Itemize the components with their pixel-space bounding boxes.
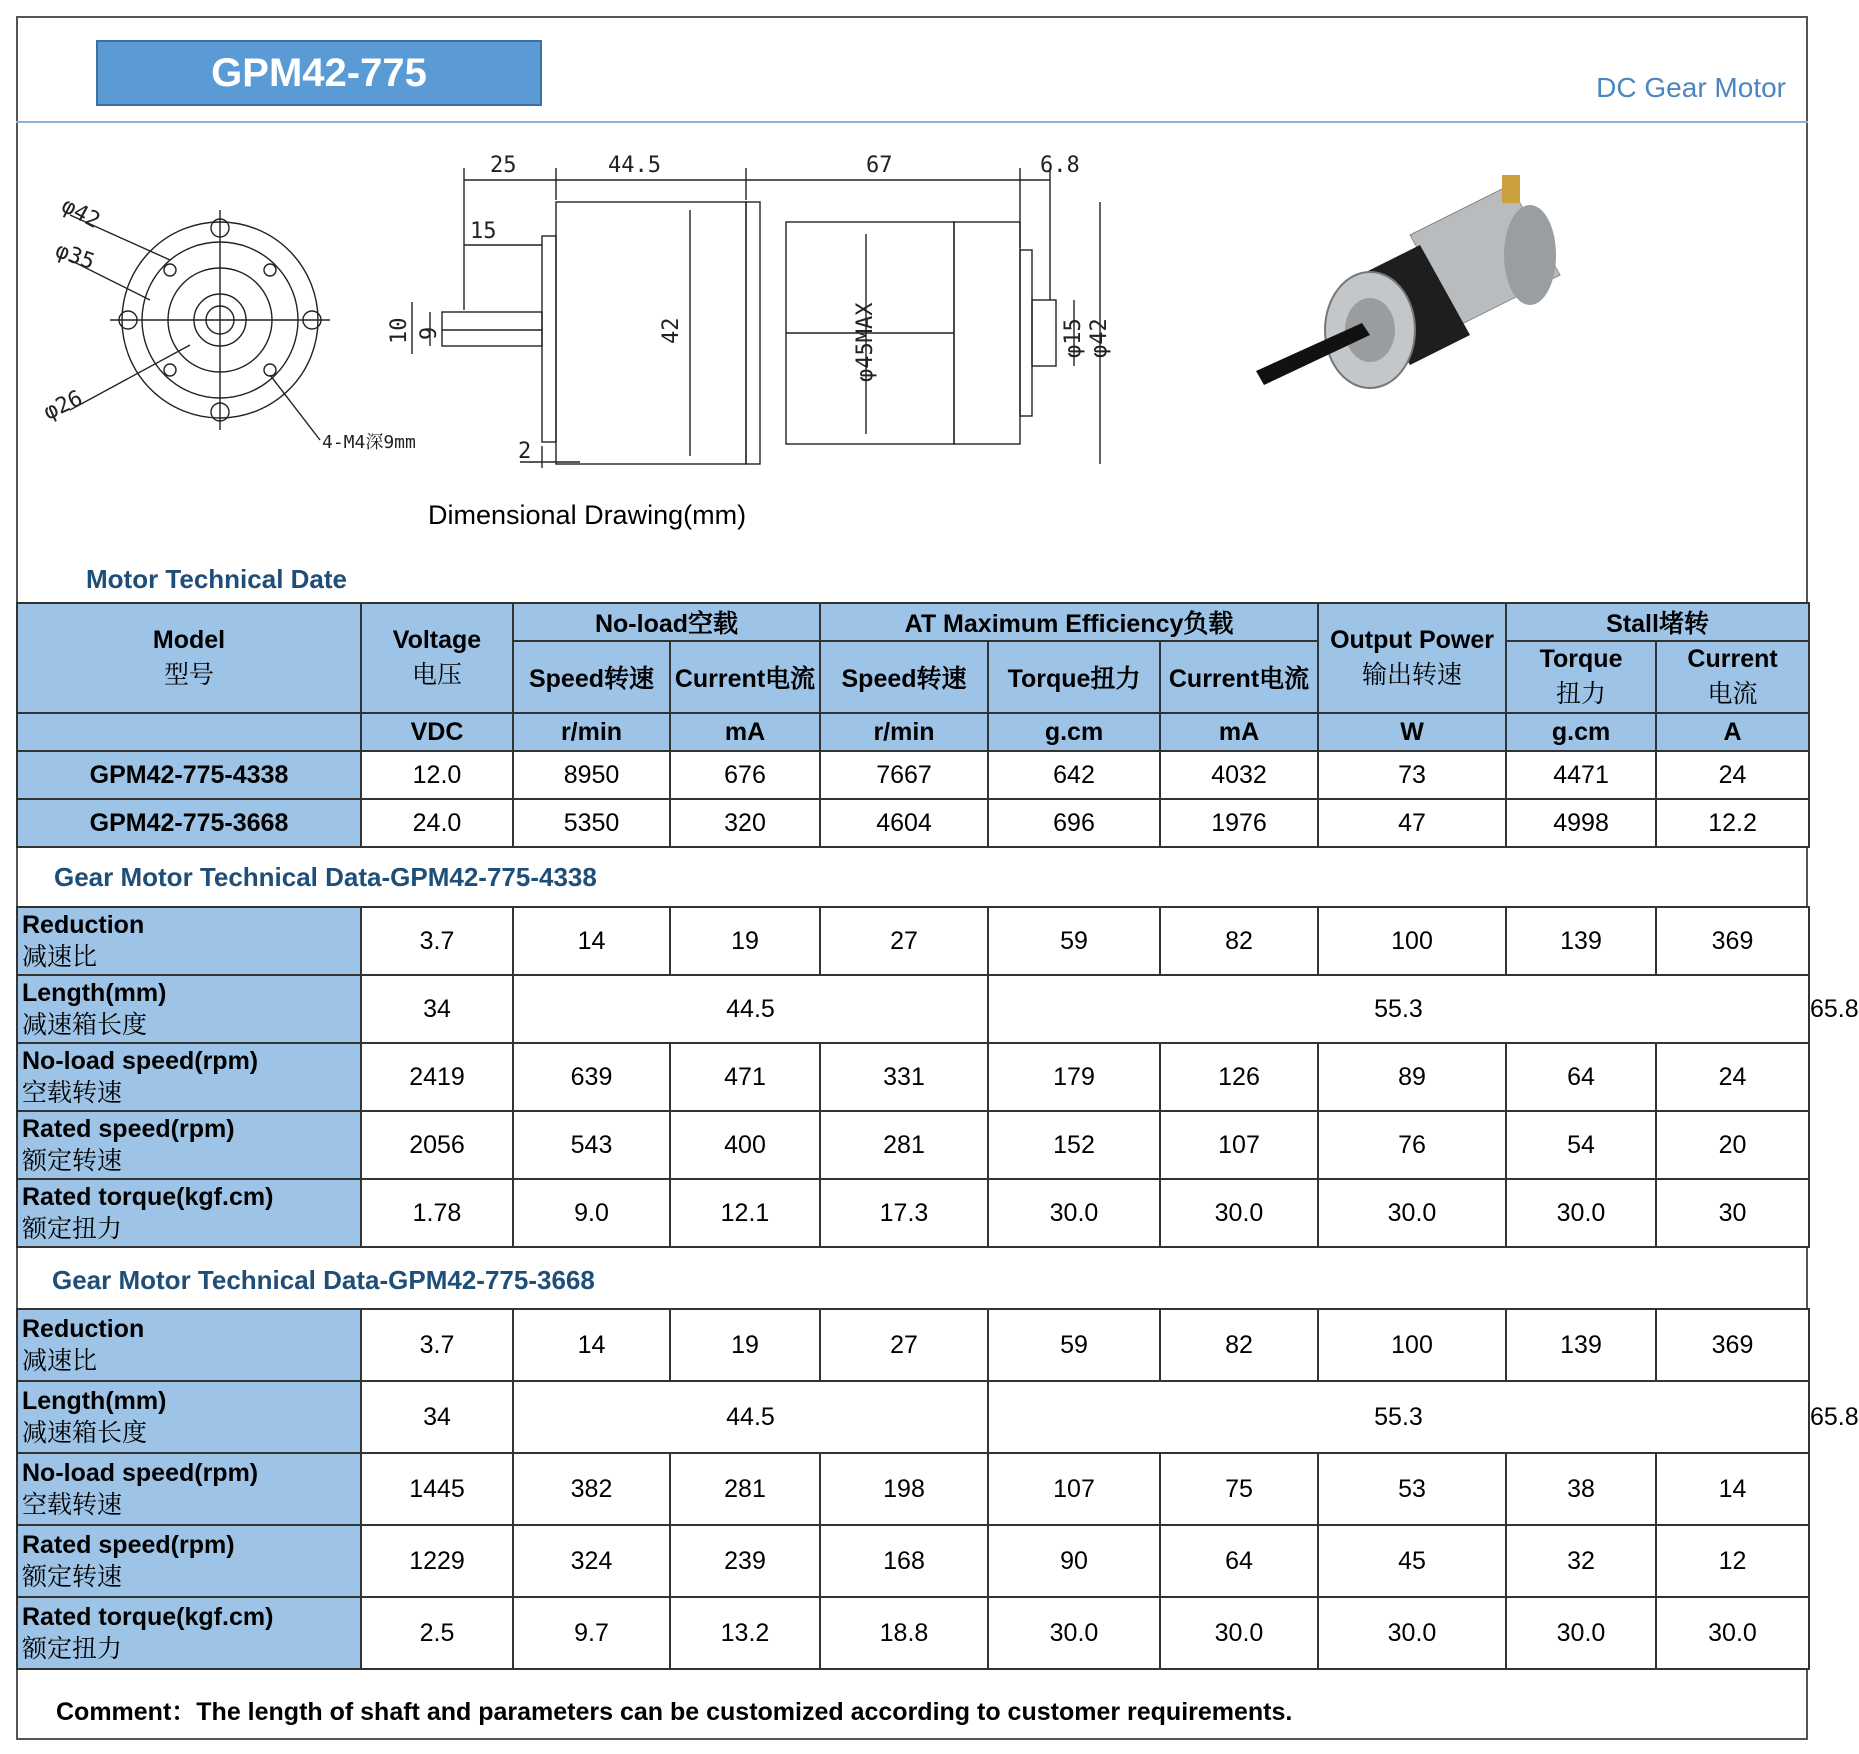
value-cell: 34 bbox=[361, 1381, 513, 1453]
value-cell: 281 bbox=[670, 1453, 820, 1525]
value-cell: 3.7 bbox=[361, 1309, 513, 1381]
value-cell: 12.2 bbox=[1656, 799, 1809, 847]
table-row bbox=[17, 1043, 1809, 1111]
unit: mA bbox=[1160, 713, 1318, 751]
dim-motor-length: 67 bbox=[866, 153, 893, 178]
value-cell: 4998 bbox=[1506, 799, 1656, 847]
motor-technical-table bbox=[16, 602, 1810, 848]
units-spacer bbox=[17, 713, 361, 751]
value-cell: 5350 bbox=[513, 799, 670, 847]
value-cell: 30.0 bbox=[1656, 1597, 1809, 1669]
table-row bbox=[17, 1111, 1809, 1179]
value-cell: 20 bbox=[1656, 1111, 1809, 1179]
table-row bbox=[17, 1309, 1809, 1381]
value-cell: 642 bbox=[988, 751, 1160, 799]
comment-note: Comment：The length of shaft and parameters can be customized according to customer requirements. bbox=[56, 1698, 1293, 1726]
value-cell: 543 bbox=[513, 1111, 670, 1179]
value-cell: 369 bbox=[1656, 907, 1809, 975]
col-mx-current: Current电流 bbox=[1160, 641, 1318, 713]
value-cell: 47 bbox=[1318, 799, 1506, 847]
product-subtitle: DC Gear Motor bbox=[1596, 72, 1786, 103]
value-cell: 9.0 bbox=[513, 1179, 670, 1247]
value-cell: 139 bbox=[1506, 907, 1656, 975]
unit: VDC bbox=[361, 713, 513, 751]
table-row bbox=[17, 1525, 1809, 1597]
col-model: Model 型号 bbox=[17, 603, 361, 713]
dim-front-thread: 4-M4深9mm bbox=[322, 432, 416, 453]
unit: g.cm bbox=[1506, 713, 1656, 751]
col-nl-current: Current电流 bbox=[670, 641, 820, 713]
value-cell: 14 bbox=[513, 1309, 670, 1381]
value-cell: 179 bbox=[988, 1043, 1160, 1111]
value-cell: 55.3 bbox=[988, 1381, 1809, 1453]
value-cell: 89 bbox=[1318, 1043, 1506, 1111]
value-cell: 8950 bbox=[513, 751, 670, 799]
value-cell: 82 bbox=[1160, 1309, 1318, 1381]
table-row bbox=[17, 1179, 1809, 1247]
value-cell: 676 bbox=[670, 751, 820, 799]
value-cell: 30.0 bbox=[988, 1597, 1160, 1669]
dim-front-bolt-circle: φ35 bbox=[51, 238, 98, 276]
value-cell: 24 bbox=[1656, 751, 1809, 799]
col-st-torque: Torque 扭力 bbox=[1506, 641, 1656, 713]
dim-shaft-length: 25 bbox=[490, 153, 517, 178]
value-cell: 82 bbox=[1160, 907, 1318, 975]
table-row bbox=[17, 907, 1809, 975]
value-cell: 44.5 bbox=[513, 1381, 988, 1453]
header-divider bbox=[16, 121, 1808, 123]
gear-table-4338 bbox=[16, 906, 1859, 1248]
col-nl-speed: Speed转速 bbox=[513, 641, 670, 713]
row-label-length: Length(mm) 减速箱长度 bbox=[17, 975, 361, 1043]
dim-terminal-length: 6.8 bbox=[1040, 153, 1080, 178]
value-cell: 30.0 bbox=[1160, 1597, 1318, 1669]
gear-table-3668 bbox=[16, 1308, 1859, 1670]
dim-flange-thickness: 2 bbox=[518, 439, 532, 464]
unit: mA bbox=[670, 713, 820, 751]
col-mx-speed: Speed转速 bbox=[820, 641, 988, 713]
model-cell: GPM42-775-4338 bbox=[17, 751, 361, 799]
value-cell: 18.8 bbox=[820, 1597, 988, 1669]
col-max-efficiency: AT Maximum Efficiency负载 bbox=[820, 603, 1318, 641]
row-label-rated-speed: Rated speed(rpm) 额定转速 bbox=[17, 1525, 361, 1597]
value-cell: 4604 bbox=[820, 799, 988, 847]
table-row bbox=[17, 799, 1809, 847]
value-cell: 107 bbox=[988, 1453, 1160, 1525]
col-stall: Stall堵转 bbox=[1506, 603, 1809, 641]
unit: A bbox=[1656, 713, 1809, 751]
row-label-reduction: Reduction 减速比 bbox=[17, 907, 361, 975]
gear2-section-title: Gear Motor Technical Data-GPM42-775-3668 bbox=[52, 1265, 595, 1295]
value-cell: 2.5 bbox=[361, 1597, 513, 1669]
value-cell: 53 bbox=[1318, 1453, 1506, 1525]
value-cell: 27 bbox=[820, 907, 988, 975]
dim-shaft-dia: 10 bbox=[387, 317, 412, 344]
row-label-noload-speed: No-load speed(rpm) 空载转速 bbox=[17, 1453, 361, 1525]
value-cell: 4032 bbox=[1160, 751, 1318, 799]
value-cell: 12.1 bbox=[670, 1179, 820, 1247]
value-cell: 75 bbox=[1160, 1453, 1318, 1525]
value-cell: 320 bbox=[670, 799, 820, 847]
motor-section-title: Motor Technical Date bbox=[86, 564, 348, 594]
unit: W bbox=[1318, 713, 1506, 751]
dim-motor-dia: φ45MAX bbox=[853, 302, 878, 382]
col-mx-torque: Torque扭力 bbox=[988, 641, 1160, 713]
table-row: Length(mm) 减速箱长度 34 44.5 55.3 65.8 bbox=[17, 1381, 1809, 1453]
row-label-length: Length(mm) 减速箱长度 bbox=[17, 1381, 361, 1453]
value-cell: 90 bbox=[988, 1525, 1160, 1597]
value-cell: 639 bbox=[513, 1043, 670, 1111]
front-view bbox=[40, 193, 416, 453]
value-cell: 30 bbox=[1656, 1179, 1809, 1247]
col-noload: No-load空载 bbox=[513, 603, 820, 641]
value-cell: 30.0 bbox=[1160, 1179, 1318, 1247]
value-cell: 45 bbox=[1318, 1525, 1506, 1597]
value-cell: 30.0 bbox=[1506, 1179, 1656, 1247]
unit: r/min bbox=[820, 713, 988, 751]
col-output-power: Output Power 输出转速 bbox=[1318, 603, 1506, 713]
value-cell: 44.5 bbox=[513, 975, 988, 1043]
value-cell: 24.0 bbox=[361, 799, 513, 847]
model-cell: GPM42-775-3668 bbox=[17, 799, 361, 847]
table-row bbox=[17, 751, 1809, 799]
value-cell: 107 bbox=[1160, 1111, 1318, 1179]
unit: g.cm bbox=[988, 713, 1160, 751]
value-cell: 24 bbox=[1656, 1043, 1809, 1111]
value-cell: 331 bbox=[820, 1043, 988, 1111]
value-cell: 100 bbox=[1318, 907, 1506, 975]
value-cell: 1229 bbox=[361, 1525, 513, 1597]
value-cell: 369 bbox=[1656, 1309, 1809, 1381]
value-cell: 9.7 bbox=[513, 1597, 670, 1669]
value-cell: 38 bbox=[1506, 1453, 1656, 1525]
value-cell: 281 bbox=[820, 1111, 988, 1179]
value-cell: 64 bbox=[1506, 1043, 1656, 1111]
drawing-caption: Dimensional Drawing(mm) bbox=[428, 500, 747, 530]
value-cell: 30.0 bbox=[1506, 1597, 1656, 1669]
value-cell: 471 bbox=[670, 1043, 820, 1111]
dim-gearbox-length: 44.5 bbox=[608, 153, 661, 178]
col-voltage: Voltage 电压 bbox=[361, 603, 513, 713]
dim-flat-length: 15 bbox=[470, 219, 497, 244]
value-cell: 168 bbox=[820, 1525, 988, 1597]
row-label-rated-speed: Rated speed(rpm) 额定转速 bbox=[17, 1111, 361, 1179]
value-cell: 64 bbox=[1160, 1525, 1318, 1597]
row-label-rated-torque: Rated torque(kgf.cm) 额定扭力 bbox=[17, 1597, 361, 1669]
dim-flat-width: 9 bbox=[417, 326, 442, 340]
value-cell: 76 bbox=[1318, 1111, 1506, 1179]
value-cell: 198 bbox=[820, 1453, 988, 1525]
value-cell: 400 bbox=[670, 1111, 820, 1179]
value-cell: 239 bbox=[670, 1525, 820, 1597]
dimensional-drawing bbox=[40, 150, 1220, 480]
value-cell: 14 bbox=[513, 907, 670, 975]
value-cell: 55.3 bbox=[988, 975, 1809, 1043]
row-label-rated-torque: Rated torque(kgf.cm) 额定扭力 bbox=[17, 1179, 361, 1247]
value-cell: 382 bbox=[513, 1453, 670, 1525]
value-cell: 13.2 bbox=[670, 1597, 820, 1669]
value-cell: 30.0 bbox=[1318, 1597, 1506, 1669]
value-cell: 1445 bbox=[361, 1453, 513, 1525]
value-cell: 34 bbox=[361, 975, 513, 1043]
dim-front-pilot: φ26 bbox=[39, 385, 87, 426]
value-cell: 73 bbox=[1318, 751, 1506, 799]
table-row: Length(mm) 减速箱长度 34 44.5 55.3 65.8 bbox=[17, 975, 1809, 1043]
product-title: GPM42-775 bbox=[96, 40, 542, 106]
value-cell: 12.0 bbox=[361, 751, 513, 799]
value-cell: 3.7 bbox=[361, 907, 513, 975]
value-cell: 2419 bbox=[361, 1043, 513, 1111]
value-cell: 30.0 bbox=[988, 1179, 1160, 1247]
value-cell: 126 bbox=[1160, 1043, 1318, 1111]
value-cell: 19 bbox=[670, 907, 820, 975]
value-cell: 59 bbox=[988, 907, 1160, 975]
value-cell: 59 bbox=[988, 1309, 1160, 1381]
dim-boss-dia: φ15 bbox=[1061, 318, 1086, 358]
value-cell: 152 bbox=[988, 1111, 1160, 1179]
value-cell: 12 bbox=[1656, 1525, 1809, 1597]
unit: r/min bbox=[513, 713, 670, 751]
value-cell: 7667 bbox=[820, 751, 988, 799]
dim-front-outer: φ42 bbox=[57, 193, 105, 234]
value-cell: 324 bbox=[513, 1525, 670, 1597]
value-cell: 4471 bbox=[1506, 751, 1656, 799]
value-cell: 17.3 bbox=[820, 1179, 988, 1247]
value-cell: 19 bbox=[670, 1309, 820, 1381]
value-cell: 32 bbox=[1506, 1525, 1656, 1597]
value-cell: 1976 bbox=[1160, 799, 1318, 847]
dim-gearbox-dia: 42 bbox=[659, 317, 684, 344]
value-cell: 27 bbox=[820, 1309, 988, 1381]
product-photo bbox=[1270, 165, 1570, 465]
row-label-noload-speed: No-load speed(rpm) 空载转速 bbox=[17, 1043, 361, 1111]
value-cell: 139 bbox=[1506, 1309, 1656, 1381]
row-label-reduction: Reduction 减速比 bbox=[17, 1309, 361, 1381]
col-st-current: Current 电流 bbox=[1656, 641, 1809, 713]
value-cell: 54 bbox=[1506, 1111, 1656, 1179]
value-cell: 14 bbox=[1656, 1453, 1809, 1525]
value-cell: 1.78 bbox=[361, 1179, 513, 1247]
side-view bbox=[387, 153, 1112, 468]
value-cell: 696 bbox=[988, 799, 1160, 847]
gear1-section-title: Gear Motor Technical Data-GPM42-775-4338 bbox=[54, 862, 597, 892]
table-row bbox=[17, 1597, 1809, 1669]
value-cell: 100 bbox=[1318, 1309, 1506, 1381]
value-cell: 30.0 bbox=[1318, 1179, 1506, 1247]
table-row bbox=[17, 1453, 1809, 1525]
dim-body-dia: φ42 bbox=[1087, 318, 1112, 358]
value-cell: 2056 bbox=[361, 1111, 513, 1179]
